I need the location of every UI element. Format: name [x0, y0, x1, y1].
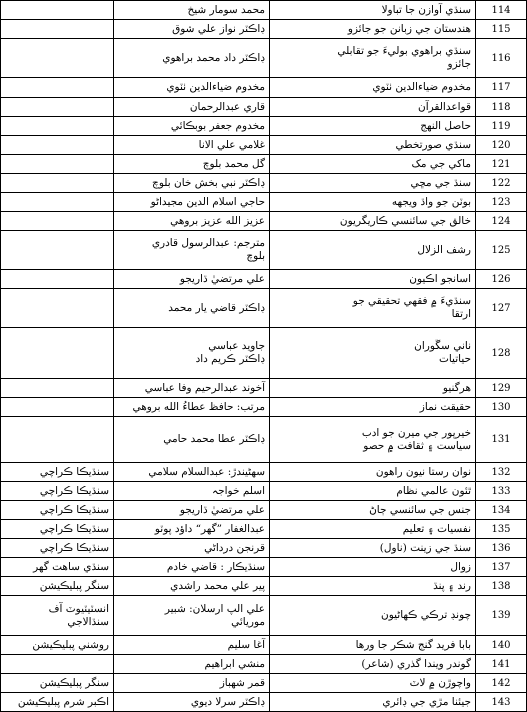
- serial-number-cell: 130: [476, 398, 527, 417]
- author-cell: [114, 520, 270, 539]
- author-text: حاجي اسلام الدين مجيداڻو: [150, 195, 265, 208]
- title-text: سنڌي آوازن جا تباولا: [381, 3, 471, 16]
- serial-number-cell: 139: [476, 596, 527, 636]
- title-cell: [270, 577, 476, 596]
- title-cell: [270, 693, 476, 712]
- serial-number-cell: 133: [476, 482, 527, 501]
- publisher-text: اڪبر شرم پبليڪيشن: [17, 695, 109, 708]
- publisher-text: سنگر پبليڪيشن: [39, 676, 109, 689]
- author-text: ڊاڪٽر نواز علي شوق: [172, 22, 265, 35]
- publisher-cell: [1, 20, 114, 39]
- title-text: جنس جي سائنسي ڄاڻ: [369, 503, 471, 516]
- author-text: گل محمد بلوچ: [202, 157, 265, 170]
- serial-number-cell: 142: [476, 674, 527, 693]
- title-text: حقيقت نماز: [419, 400, 471, 413]
- title-cell: [270, 520, 476, 539]
- publisher-text: سنڌيڪا ڪراچي: [39, 541, 109, 554]
- title-text: ناني سڱوران: [414, 340, 471, 352]
- publisher-cell: [1, 577, 114, 596]
- publisher-cell: [1, 558, 114, 577]
- author-text: جاويد عباسي: [208, 340, 265, 352]
- publisher-cell: [1, 655, 114, 674]
- publisher-cell: [1, 78, 114, 98]
- author-text: موريائي: [231, 615, 265, 628]
- author-cell: [114, 539, 270, 558]
- author-text: علي مرتضيٰ ڌاريجو: [179, 272, 265, 285]
- author-text: ڊاڪٽر سرلا ديوي: [190, 695, 265, 708]
- author-cell: [114, 674, 270, 693]
- serial-number-cell: 141: [476, 655, 527, 674]
- author-text: ڊاڪٽر عطا محمد حامي: [163, 433, 265, 445]
- serial-number-cell: 126: [476, 270, 527, 289]
- author-text: مخدوم ضياءالدين ٺٽوي: [166, 81, 265, 93]
- author-text: سهڻيندڙ: عبدالسلام سلامي: [148, 465, 265, 478]
- title-text: رشف الزلال: [417, 243, 471, 256]
- serial-number-cell: 121: [476, 155, 527, 174]
- title-text: ٿئون عالمي نظام: [396, 484, 471, 497]
- table-row: [1, 289, 527, 328]
- author-cell: [114, 501, 270, 520]
- publisher-text: سنڌيڪا ڪراچي: [39, 465, 109, 478]
- author-text: محمد سومار شيخ: [187, 3, 265, 16]
- table-row: [1, 39, 527, 78]
- publisher-cell: [1, 155, 114, 174]
- table-row: [1, 98, 527, 117]
- title-text: حاصل النهج: [420, 119, 471, 132]
- publisher-cell: [1, 174, 114, 193]
- table-row: [1, 693, 527, 712]
- table-row: [1, 636, 527, 655]
- table-row: [1, 155, 527, 174]
- serial-number-cell: 128: [476, 328, 527, 379]
- serial-number-cell: 140: [476, 636, 527, 655]
- publisher-cell: [1, 1, 114, 20]
- table-row: [1, 379, 527, 398]
- title-cell: [270, 596, 476, 636]
- author-text: مترجم: عبدالرسول قادري: [151, 237, 265, 249]
- publisher-cell: [1, 417, 114, 463]
- author-cell: [114, 136, 270, 155]
- table-row: [1, 558, 527, 577]
- title-text: زوال: [450, 560, 471, 573]
- author-text: مخدوم جعفر بوبڪائي: [170, 119, 265, 132]
- publisher-cell: [1, 231, 114, 270]
- author-cell: [114, 212, 270, 231]
- serial-number-cell: 116: [476, 39, 527, 78]
- publisher-cell: [1, 463, 114, 482]
- title-text: چونڊ ترڪي ڪهاڻيون: [381, 609, 471, 621]
- table-row: [1, 655, 527, 674]
- title-text: هندستان جي زبانن جو جائزو: [347, 22, 471, 35]
- author-cell: [114, 655, 270, 674]
- publisher-cell: [1, 398, 114, 417]
- title-cell: [270, 398, 476, 417]
- title-cell: [270, 1, 476, 20]
- title-cell: [270, 379, 476, 398]
- table-row: [1, 674, 527, 693]
- title-text: گوندر ويندا گذري (شاعر): [361, 657, 471, 670]
- author-cell: [114, 558, 270, 577]
- publisher-cell: [1, 693, 114, 712]
- author-cell: [114, 693, 270, 712]
- title-text: جائزو: [447, 58, 471, 70]
- table-row: [1, 463, 527, 482]
- title-cell: [270, 78, 476, 98]
- publisher-cell: [1, 501, 114, 520]
- author-cell: [114, 39, 270, 78]
- table-row: [1, 193, 527, 212]
- publisher-text: سنڌالاجي: [67, 615, 109, 628]
- title-cell: [270, 117, 476, 136]
- author-cell: [114, 155, 270, 174]
- title-text: بابا فريد گنج شڪر جا ورها: [355, 638, 471, 651]
- title-cell: [270, 463, 476, 482]
- serial-number-cell: 136: [476, 539, 527, 558]
- publisher-cell: [1, 482, 114, 501]
- title-text: نفسيات ۽ تعليم: [402, 522, 471, 535]
- title-cell: [270, 482, 476, 501]
- title-text: قواعدالقرآن: [418, 100, 471, 113]
- table-row: [1, 417, 527, 463]
- author-text: آخوند عبدالرحيم وفا عباسي: [144, 381, 265, 394]
- publisher-cell: [1, 98, 114, 117]
- title-text: سياست ۽ ثقافت ۾ حصو: [363, 439, 471, 452]
- publisher-text: سنگر پبليڪيشن: [39, 579, 109, 592]
- author-text: قاري عبدالرحمان: [189, 100, 265, 113]
- serial-number-cell: 115: [476, 20, 527, 39]
- title-text: نوان رستا نيون راهون: [375, 465, 471, 478]
- publisher-text: روشني پبليڪيشن: [32, 638, 109, 651]
- table-row: [1, 136, 527, 155]
- table-row: [1, 20, 527, 39]
- table-row: [1, 501, 527, 520]
- serial-number-cell: 118: [476, 98, 527, 117]
- title-cell: [270, 501, 476, 520]
- author-text: بلوچ: [246, 250, 265, 262]
- table-row: [1, 212, 527, 231]
- title-cell: [270, 636, 476, 655]
- title-text: ارتقا: [451, 308, 471, 320]
- title-cell: [270, 20, 476, 39]
- serial-number-cell: 129: [476, 379, 527, 398]
- author-cell: [114, 577, 270, 596]
- title-cell: [270, 655, 476, 674]
- table-row: [1, 231, 527, 270]
- title-text: خيرپور جي ميرن جو ادب: [361, 426, 471, 439]
- table-row: [1, 328, 527, 379]
- author-text: ڊاڪٽر ڪريم داد: [195, 353, 265, 365]
- author-cell: [114, 270, 270, 289]
- author-text: پير علي محمد راشدي: [170, 579, 265, 592]
- author-text: ڊاڪٽر نبي بخش خان بلوچ: [152, 176, 265, 189]
- publisher-cell: [1, 328, 114, 379]
- author-cell: [114, 398, 270, 417]
- author-text: علي الپ ارسلان: شبير: [164, 602, 265, 615]
- serial-number-cell: 127: [476, 289, 527, 328]
- author-text: قمر شهباز: [219, 676, 265, 689]
- title-cell: [270, 231, 476, 270]
- author-cell: [114, 636, 270, 655]
- table-row: [1, 78, 527, 98]
- serial-number-cell: 119: [476, 117, 527, 136]
- title-cell: [270, 270, 476, 289]
- author-text: علي مرتضيٰ ڌاريجو: [179, 503, 265, 516]
- table-row: [1, 270, 527, 289]
- title-text: سنڌي براهوي بوليءَ جو تقابلي: [337, 45, 471, 57]
- title-text: مخدوم ضياءالدين ٺٽوي: [372, 81, 471, 93]
- table-row: [1, 577, 527, 596]
- author-cell: [114, 231, 270, 270]
- title-text: اسانجو اڪيون: [409, 272, 471, 285]
- publisher-text: انسٽيٽيوٽ آف: [48, 602, 109, 615]
- publisher-cell: [1, 212, 114, 231]
- publisher-cell: [1, 596, 114, 636]
- serial-number-cell: 125: [476, 231, 527, 270]
- title-text: واچوڙن ۾ لاٽ: [409, 676, 471, 689]
- author-cell: [114, 20, 270, 39]
- title-cell: [270, 558, 476, 577]
- table-row: [1, 539, 527, 558]
- table-row: [1, 1, 527, 20]
- author-cell: [114, 117, 270, 136]
- author-text: مرتب: حافظ عطاءُ الله بروهي: [132, 400, 265, 413]
- title-text: سنڌ جي مڇي: [410, 176, 471, 189]
- serial-number-cell: 135: [476, 520, 527, 539]
- serial-number-cell: 114: [476, 1, 527, 20]
- author-text: عبدالغفار ”گهر“ داؤد پوٽو: [154, 522, 265, 535]
- author-cell: [114, 174, 270, 193]
- publisher-cell: [1, 539, 114, 558]
- table-row: [1, 482, 527, 501]
- author-text: منشي ابراهيم: [204, 657, 265, 670]
- author-text: اسلم خواجہ: [212, 484, 265, 497]
- title-text: سنڌيءَ ۾ فقهي تحقيقي جو: [352, 295, 471, 307]
- table-row: [1, 596, 527, 636]
- publisher-cell: [1, 379, 114, 398]
- author-cell: [114, 596, 270, 636]
- serial-number-cell: 132: [476, 463, 527, 482]
- table-row: [1, 117, 527, 136]
- title-cell: [270, 136, 476, 155]
- title-cell: [270, 155, 476, 174]
- serial-number-cell: 123: [476, 193, 527, 212]
- title-text: ماکي جي مک: [411, 157, 471, 170]
- table-row: [1, 174, 527, 193]
- title-text: جيئنا مڙي جي ڊائري: [382, 695, 471, 708]
- publisher-cell: [1, 136, 114, 155]
- serial-number-cell: 143: [476, 693, 527, 712]
- title-text: حياتيات: [438, 353, 471, 365]
- author-text: ڊاڪٽر قاضي يار محمد: [168, 301, 265, 314]
- title-cell: [270, 174, 476, 193]
- author-cell: [114, 1, 270, 20]
- title-cell: [270, 289, 476, 328]
- serial-number-cell: 138: [476, 577, 527, 596]
- serial-number-cell: 124: [476, 212, 527, 231]
- title-text: هرگنيو: [442, 381, 471, 394]
- author-text: ڊاڪٽر داد محمد براهوي: [162, 51, 265, 64]
- author-text: آغا سليم: [227, 638, 265, 651]
- title-cell: [270, 417, 476, 463]
- title-cell: [270, 98, 476, 117]
- publisher-cell: [1, 39, 114, 78]
- author-cell: [114, 193, 270, 212]
- publisher-text: سنڌيڪا ڪراچي: [39, 522, 109, 535]
- serial-number-cell: 122: [476, 174, 527, 193]
- author-cell: [114, 289, 270, 328]
- table-row: [1, 398, 527, 417]
- title-text: رند ۽ پنڌ: [433, 579, 471, 592]
- publisher-cell: [1, 270, 114, 289]
- title-cell: [270, 39, 476, 78]
- publisher-text: سنڌيڪا ڪراچي: [39, 484, 109, 497]
- title-text: خالق جي سائنسي ڪاريگريون: [339, 214, 471, 227]
- title-text: سنڌ جي زينت (ناول): [379, 541, 471, 554]
- author-text: سنڌيڪار : قاضي خادم: [166, 560, 265, 573]
- publisher-text: سنڌي ساهت گهر: [33, 560, 109, 573]
- serial-number-cell: 131: [476, 417, 527, 463]
- title-text: سنڌي صورتخطي: [395, 138, 471, 151]
- title-cell: [270, 328, 476, 379]
- author-cell: [114, 482, 270, 501]
- publisher-cell: [1, 520, 114, 539]
- table-row: [1, 520, 527, 539]
- author-cell: [114, 328, 270, 379]
- publisher-cell: [1, 117, 114, 136]
- book-list-body: [1, 1, 527, 712]
- publisher-cell: [1, 289, 114, 328]
- publisher-cell: [1, 193, 114, 212]
- author-cell: [114, 417, 270, 463]
- title-cell: [270, 539, 476, 558]
- serial-number-cell: 137: [476, 558, 527, 577]
- author-cell: [114, 98, 270, 117]
- title-cell: [270, 674, 476, 693]
- publisher-cell: [1, 636, 114, 655]
- publisher-cell: [1, 674, 114, 693]
- serial-number-cell: 134: [476, 501, 527, 520]
- author-cell: [114, 463, 270, 482]
- publisher-text: سنڌيڪا ڪراچي: [39, 503, 109, 516]
- title-cell: [270, 212, 476, 231]
- author-cell: [114, 78, 270, 98]
- author-cell: [114, 379, 270, 398]
- author-text: عزيز الله عزيز بروهي: [170, 214, 265, 227]
- title-text: بوٽن جو واڌ ويجهه: [391, 195, 471, 208]
- author-text: قرنجن درداڻي: [204, 541, 265, 554]
- serial-number-cell: 120: [476, 136, 527, 155]
- serial-number-cell: 117: [476, 78, 527, 98]
- title-cell: [270, 193, 476, 212]
- author-text: غلامي علي الانا: [198, 138, 265, 151]
